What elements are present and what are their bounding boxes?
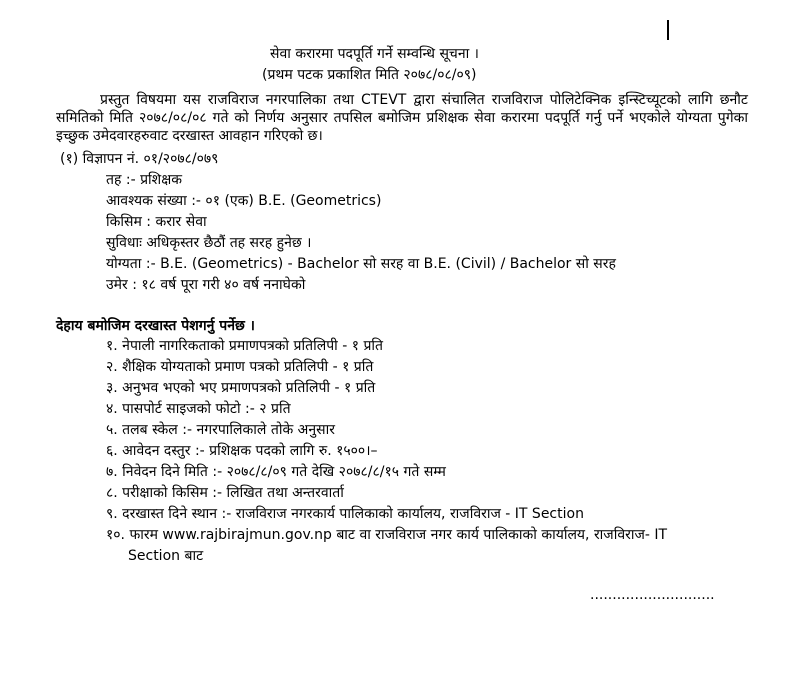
document-item-10: १०. फारम www.rajbirajmun.gov.np बाट वा राजविराज नगर कार्य पालिकाको कार्यालय, राजविराज- IT <box>106 527 668 543</box>
detail-age: उमेर : १८ वर्ष पूरा गरी ४० वर्ष ननाघेको <box>106 277 306 293</box>
signature-line: ............................ <box>590 587 715 603</box>
detail-required-count: आवश्यक संख्या :- ०१ (एक) B.E. (Geometrics) <box>106 193 382 209</box>
document-item-4: ४. पासपोर्ट साइजको फोटो :- २ प्रति <box>106 401 291 417</box>
document-item-3: ३. अनुभव भएको भए प्रमाणपत्रको प्रतिलिपी - १ प्रति <box>106 380 376 396</box>
documents-heading: देहाय बमोजिम दरखास्त पेशगर्नु पर्नेछ । <box>56 318 255 334</box>
notice-title: सेवा करारमा पदपूर्ति गर्ने सम्वन्धि सूचना । <box>270 46 479 62</box>
document-item-2: २. शैक्षिक योग्यताको प्रमाण पत्रको प्रतिलिपी - १ प्रति <box>106 359 374 375</box>
notice-subtitle: (प्रथम पटक प्रकाशित मिति २०७८/०८/०९) <box>262 67 477 83</box>
document-item-6: ६. आवेदन दस्तुर :- प्रशिक्षक पदको लागि रु. १५००।– <box>106 443 378 459</box>
ad-number: (१) विज्ञापन नं. ०१/२०७८/०७९ <box>60 151 219 167</box>
document-item-5: ५. तलब स्केल :- नगरपालिकाले तोके अनुसार <box>106 422 335 438</box>
document-item-1: १. नेपाली नागरिकताको प्रमाणपत्रको प्रतिलिपी - १ प्रति <box>106 338 384 354</box>
text-cursor <box>667 20 669 40</box>
document-item-10-continuation: Section बाट <box>128 548 204 564</box>
detail-facility: सुविधाः अधिकृस्तर छैठौं तह सरह हुनेछ । <box>106 235 312 251</box>
document-item-7: ७. निवेदन दिने मिति :- २०७८/८/०९ गते देखि २०७८/८/१५ गते सम्म <box>106 464 446 480</box>
notice-intro-paragraph: प्रस्तुत विषयमा यस राजविराज नगरपालिका तथा CTEVT द्वारा संचालित राजविराज पोलिटेक्निक इन्स्टिच्यूटको लागि छनौट समितिको मिति २०७८/०८/०८ गते को निर्णय अनुसार तपसिल बमोजिम प्रशिक्षक सेवा करारमा पदपूर्ति गर्नु पर्ने भएकोले योग्यता पुगेका इच्छुक उमेदवारहरुवाट दरखास्त आवहान गरिएको छ। <box>56 92 748 144</box>
detail-level: तह :- प्रशिक्षक <box>106 172 182 188</box>
detail-type: किसिम : करार सेवा <box>106 214 207 230</box>
document-item-9: ९. दरखास्त दिने स्थान :- राजविराज नगरकार्य पालिकाको कार्यालय, राजविराज - IT Section <box>106 506 584 522</box>
detail-qualification: योग्यता :- B.E. (Geometrics) - Bachelor सो सरह वा B.E. (Civil) / Bachelor सो सरह <box>106 256 616 272</box>
document-item-8: ८. परीक्षाको किसिम :- लिखित तथा अन्तरवार्ता <box>106 485 344 501</box>
